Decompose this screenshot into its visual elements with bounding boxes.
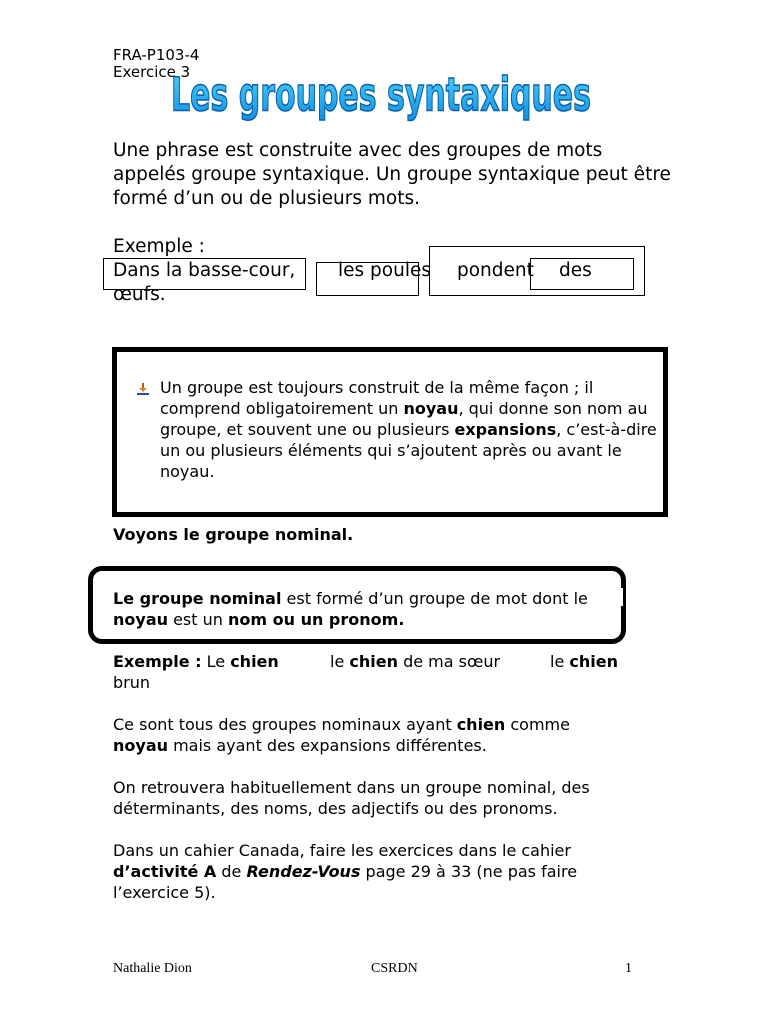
example-part-5: œufs. — [113, 284, 166, 305]
nominal-heading: Voyons le groupe nominal. — [113, 525, 354, 544]
footer-author: Nathalie Dion — [113, 961, 192, 976]
group-box-1 — [103, 258, 306, 290]
group-box-4 — [530, 258, 634, 290]
group-box-2 — [316, 262, 419, 296]
exercise-number: Exercice 3 — [113, 63, 191, 81]
paragraph-3-rest: d’activité A de Rendez-Vous page 29 à 33 (ne pas faire l’exercice 5). — [113, 862, 578, 902]
definition-line-1: Le groupe nominal est formé d’un groupe de mot dont le — [113, 589, 588, 608]
example2-brun: brun — [113, 673, 151, 692]
page-title — [171, 58, 591, 128]
example2-group-2: le chien de ma sœur — [330, 652, 501, 671]
example-part-1: Dans la basse-cour, — [113, 260, 296, 281]
example-label: Exemple : — [113, 236, 205, 257]
example2-group-1: Exemple : Le chien — [113, 652, 279, 671]
footer-org: CSRDN — [371, 961, 418, 976]
box-gap — [613, 588, 623, 606]
example-part-3: pondent — [457, 260, 534, 281]
example-part-2: les poules — [338, 260, 431, 281]
paragraph-2: On retrouvera habituellement dans un groupe nominal, des déterminants, des noms, des adjectifs ou des pronoms. — [113, 778, 590, 818]
example-part-4: des — [559, 260, 592, 281]
info-text: Un groupe est toujours construit de la même façon ; il comprend obligatoirement un noyau, qui donne son nom au groupe, et souvent une ou plusieurs expansions, c’est-à-dire un ou plusieurs éléments qui s’ajoutent après ou avant le noyau. — [160, 378, 657, 481]
paragraph-1-line-1: Ce sont tous des groupes nominaux ayant chien comme — [113, 715, 570, 734]
intro-paragraph: Une phrase est construite avec des groupes de mots appelés groupe syntaxique. Un groupe syntaxique peut être formé d’un ou de plusieurs mots. — [113, 140, 671, 209]
definition-line-2: noyau est un nom ou un pronom. — [113, 610, 405, 629]
paragraph-3-line-1: Dans un cahier Canada, faire les exercices dans le cahier — [113, 841, 571, 860]
example2-group-3: le chien — [550, 652, 618, 671]
arrow-bullet-icon — [136, 382, 150, 396]
document-code: FRA-P103-4 — [113, 46, 200, 64]
paragraph-1-line-2: noyau mais ayant des expansions différentes. — [113, 736, 487, 755]
footer-page-number: 1 — [625, 961, 632, 976]
page-title-text: Les groupes syntaxiques — [171, 69, 591, 123]
